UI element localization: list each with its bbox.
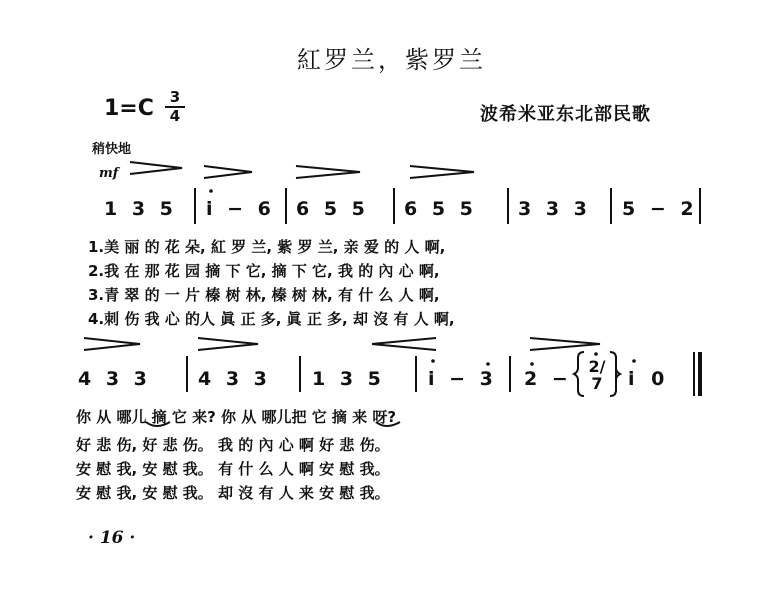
staff1-measure-3: 6 5 5 [296, 198, 365, 220]
hairpin-decrescendo [296, 166, 360, 178]
staff2-measure-3: 1 3 5 [312, 368, 381, 390]
staff2-measure-5: 2 − [524, 368, 568, 390]
key-signature: 1=C [104, 96, 154, 121]
staff1-measure-1: 1 3 5 [104, 198, 173, 220]
staff1-measure-6: 5 − 2 [622, 198, 694, 220]
time-signature-bottom: 4 [169, 107, 181, 125]
staff2-measure-1: 4 3 3 [78, 368, 147, 390]
dynamic-marking: mf [99, 166, 119, 181]
staff2-ending-bracket: 2/7 [588, 357, 606, 393]
staff2-measure-2: 4 3 3 [198, 368, 267, 390]
song-title: 紅罗兰，紫罗兰 [297, 46, 486, 74]
tempo-marking: 稍快地 [92, 142, 132, 157]
verse1-line-2: 2.我 在 那 花 园 摘 下 它, 摘 下 它, 我 的 內 心 啊, [88, 262, 440, 280]
octave-dot [486, 362, 490, 366]
octave-dot [209, 189, 213, 193]
octave-dot [530, 362, 534, 366]
song-source: 波希米亚东北部民歌 [480, 104, 651, 125]
time-signature-top: 3 [169, 88, 181, 106]
slur-arc [376, 422, 400, 426]
hairpin-decrescendo [410, 166, 474, 178]
hairpin-crescendo [130, 162, 182, 174]
ending-brace-left [574, 352, 584, 396]
octave-dot [594, 352, 598, 356]
octave-dot [632, 359, 636, 363]
verse2-line-2: 好 悲 伤, 好 悲 伤。 我 的 內 心 啊 好 悲 伤。 [76, 436, 390, 454]
staff1-measure-2: i − 6 [206, 198, 271, 220]
verse1-line-3: 3.青 翠 的 一 片 榛 树 林, 榛 树 林, 有 什 么 人 啊, [88, 286, 440, 304]
octave-dot [431, 359, 435, 363]
hairpin-decrescendo [198, 338, 258, 350]
hairpin-decrescendo [204, 166, 252, 178]
verse2-line-1: 你 从 哪儿 摘 它 来? 你 从 哪儿把 它 摘 来 呀? [76, 408, 397, 426]
verse1-line-4: 4.刺 伤 我 心 的人 眞 正 多, 眞 正 多, 却 沒 有 人 啊, [88, 310, 455, 328]
staff1-measure-5: 3 3 3 [518, 198, 587, 220]
hairpin-crescendo [372, 338, 436, 350]
staff1-measure-4: 6 5 5 [404, 198, 473, 220]
hairpin-decrescendo [84, 338, 140, 350]
slur-arc [146, 422, 170, 426]
verse2-line-3: 安 慰 我, 安 慰 我。 有 什 么 人 啊 安 慰 我。 [76, 460, 390, 478]
staff2-measure-4: i − 3 [428, 368, 493, 390]
page-number: · 16 · [88, 528, 136, 548]
hairpin-decrescendo [530, 338, 600, 350]
verse1-line-1: 1.美 丽 的 花 朵, 紅 罗 兰, 紫 罗 兰, 亲 爱 的 人 啊, [88, 238, 446, 256]
verse2-line-4: 安 慰 我, 安 慰 我。 却 沒 有 人 来 安 慰 我。 [76, 484, 390, 502]
staff2-measure-final: i 0 [628, 368, 665, 390]
